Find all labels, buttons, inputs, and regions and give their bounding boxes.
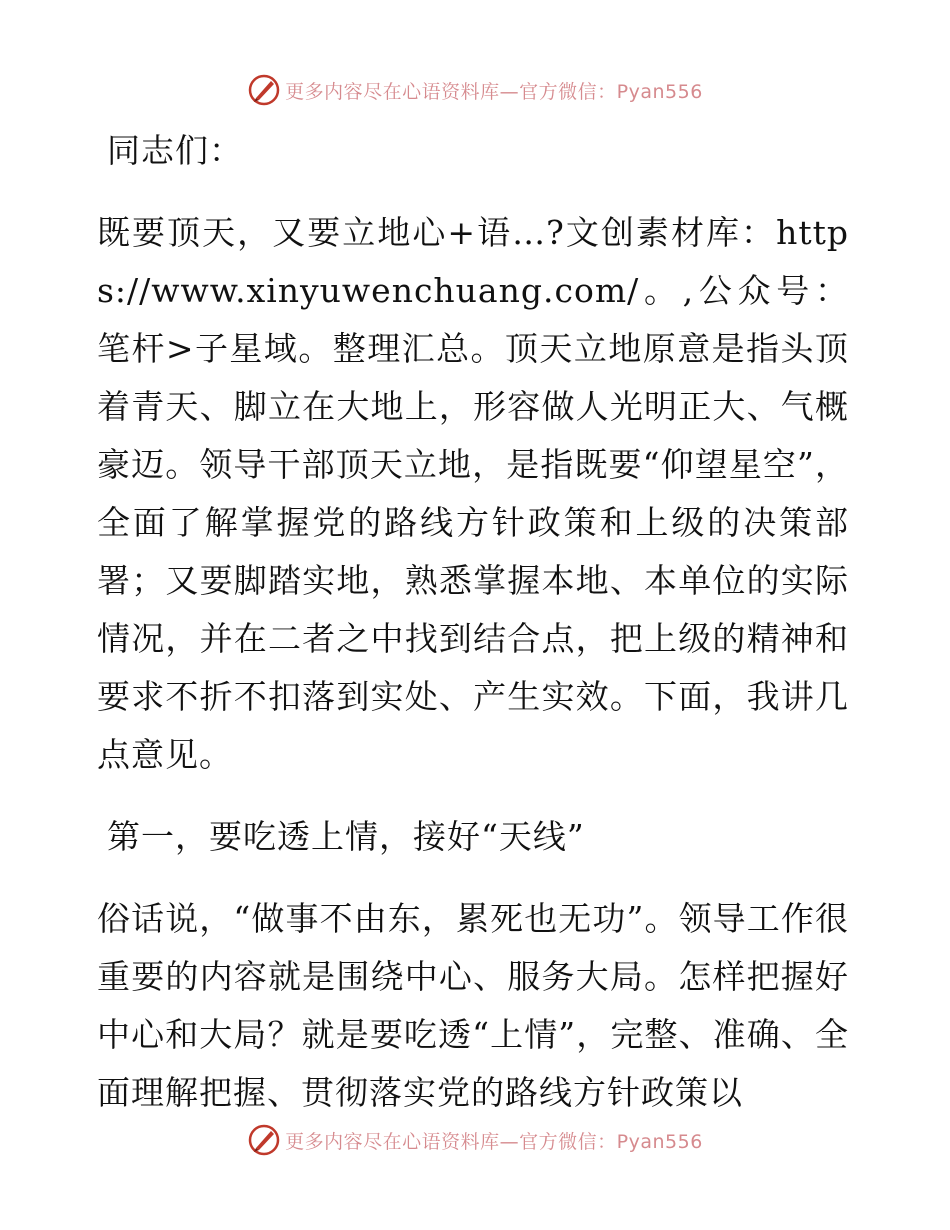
salutation: 同志们：	[107, 131, 243, 170]
watermark-text: 更多内容尽在心语资料库—官方微信：Pyan556	[285, 1130, 703, 1153]
section-heading: 第一，要吃透上情，接好“天线”	[107, 817, 585, 856]
footer-watermark	[0, 1120, 950, 1160]
pen-logo-icon	[247, 73, 281, 107]
pen-logo-icon	[247, 1123, 281, 1157]
header-watermark	[0, 70, 950, 110]
watermark-text: 更多内容尽在心语资料库—官方微信：Pyan556	[285, 80, 703, 103]
section-paragraph: 俗话说，“做事不由东，累死也无功”。领导工作很重要的内容就是围绕中心、服务大局。怎样把握好中心和大局？就是要吃透“上情”，完整、准确、全面理解把握、贯彻落实党的路线方针政策以	[97, 899, 849, 1112]
intro-paragraph: 既要顶天，又要立地心+语…?文创素材库：https://www.xinyuwenchuang.com/。,公众号：笔杆>子星域。整理汇总。顶天立地原意是指头顶着青天、脚立在大地上，形容做人光明正大、气概豪迈。领导干部顶天立地，是指既要“仰望星空”，全面了解掌握党的路线方针政策和上级的决策部署；又要脚踏实地，熟悉掌握本地、本单位的实际情况，并在二者之中找到结合点，把上级的精神和要求不折不扣落到实处、产生实效。下面，我讲几点意见。	[97, 213, 849, 774]
document-body	[97, 122, 849, 1146]
